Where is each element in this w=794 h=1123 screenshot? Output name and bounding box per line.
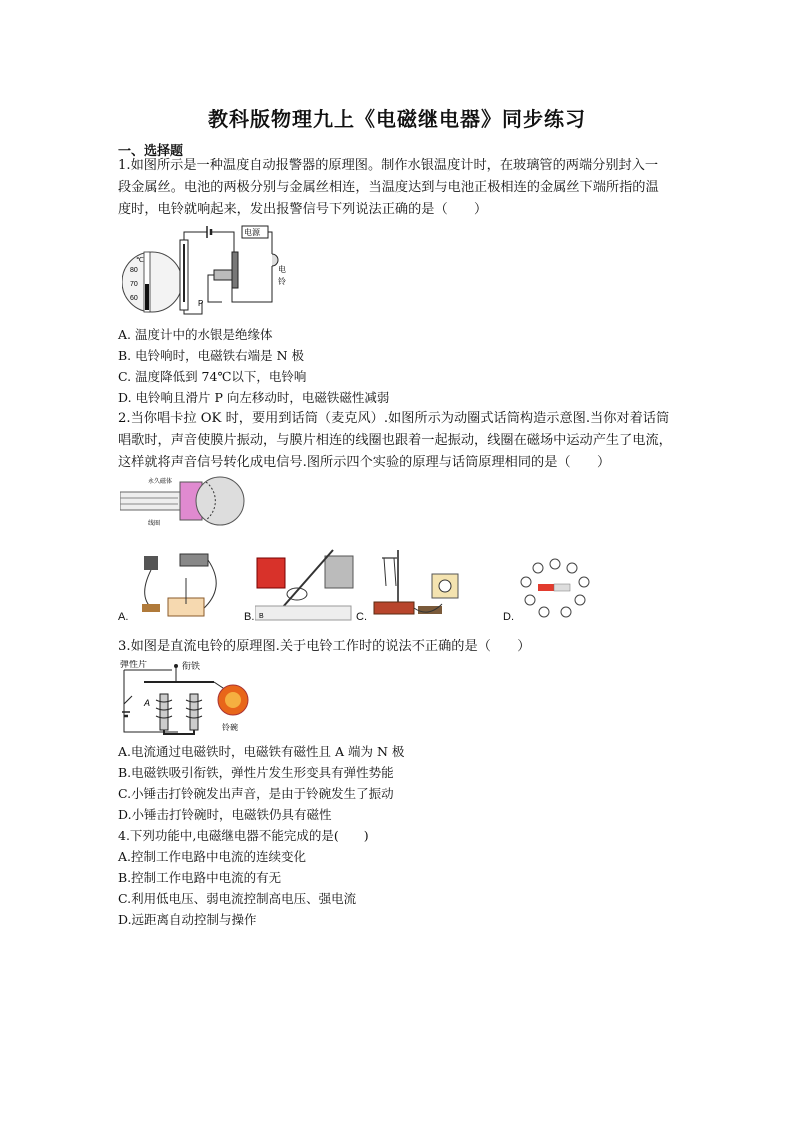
scale-60: 60: [130, 295, 138, 302]
document-title: 教科版物理九上《电磁继电器》同步练习: [208, 107, 586, 131]
question-3-line-1: 3.如图是直流电铃的原理图.关于电铃工作时的说法不正确的是（ ）: [118, 639, 531, 654]
thermometer-alarm-figure: [122, 222, 292, 322]
q4-option-d: D.远距离自动控制与操作: [118, 912, 257, 927]
experiment-a-figure: [132, 548, 232, 620]
question-1-line-1: 1.如图所示是一种温度自动报警器的原理图。制作水银温度计时，在玻璃管的两端分别封入一: [118, 158, 659, 173]
slider-p-label: P: [198, 299, 204, 308]
q3-option-b: B.电磁铁吸引衔铁，弹性片发生形变具有弹性势能: [118, 765, 394, 780]
question-2-line-1: 2.当你唱卡拉 OK 时，要用到话筒（麦克风）.如图所示为动圈式话筒构造示意图.当你对着话筒: [118, 411, 670, 426]
q1-option-d: D. 电铃响且滑片 P 向左移动时，电磁铁磁性减弱: [118, 390, 390, 405]
q4-option-c: C.利用低电压、弱电流控制高电压、强电流: [118, 891, 357, 906]
q4-option-a: A.控制工作电路中电流的连续变化: [118, 849, 307, 864]
q4-option-b: B.控制工作电路中电流的有无: [118, 870, 282, 885]
q3-option-c: C.小锤击打铃碗发出声音，是由于铃碗发生了振动: [118, 786, 394, 801]
choice-b-label: B.: [244, 611, 255, 623]
question-1-line-2: 段金属丝。电池的两极分别与金属丝相连，当温度达到与电池正极相连的金属丝下端所指的温: [118, 180, 659, 195]
choice-a-label: A.: [118, 611, 129, 623]
scale-70: 70: [130, 281, 138, 288]
question-2-line-2: 唱歌时，声音使膜片振动，与膜片相连的线圈也跟着一起振动，线圈在磁场中运动产生了电流，: [118, 433, 672, 448]
spring-label: 弹性片: [120, 660, 148, 669]
magnet-label: 永久磁体: [148, 479, 173, 485]
question-1-line-3: 度时，电铃就响起来，发出报警信号下列说法正确的是（ ）: [118, 202, 488, 217]
coil-label: 线圈: [148, 521, 161, 527]
q3-option-d: D.小锤击打铃碗时，电磁铁仍具有磁性: [118, 807, 332, 822]
question-4-line-1: 4.下列功能中,电磁继电器不能完成的是( ): [118, 828, 369, 843]
q1-option-c: C. 温度降低到 74℃以下，电铃响: [118, 369, 307, 384]
power-label: 电源: [244, 228, 260, 237]
experiment-b-figure: [255, 546, 355, 624]
q1-option-b: B. 电铃响时，电磁铁右端是 N 极: [118, 348, 305, 363]
q1-option-a: A. 温度计中的水银是绝缘体: [118, 327, 273, 342]
electric-bell-figure: [118, 660, 250, 740]
a-end-label: A: [144, 698, 151, 708]
bell-label-2: 铃: [278, 277, 286, 286]
experiment-c-figure: [368, 544, 468, 624]
microphone-figure: [120, 474, 245, 529]
scale-unit: ℃: [136, 257, 144, 264]
svg-text:B: B: [259, 613, 264, 620]
bowl-label: 铃碗: [222, 723, 238, 732]
question-2-line-3: 这样就将声音信号转化成电信号.图所示四个实验的原理与话筒原理相同的是（ ）: [118, 455, 611, 470]
choice-d-label: D.: [503, 611, 514, 623]
experiment-d-figure: [516, 556, 594, 620]
bell-label-1: 电: [278, 265, 286, 274]
q3-option-a: A.电流通过电磁铁时，电磁铁有磁性且 A 端为 N 极: [118, 744, 405, 759]
section-heading: 一、选择题: [118, 144, 184, 159]
armature-label: 衔铁: [182, 661, 201, 671]
scale-80: 80: [130, 267, 138, 274]
choice-c-label: C.: [356, 611, 367, 623]
